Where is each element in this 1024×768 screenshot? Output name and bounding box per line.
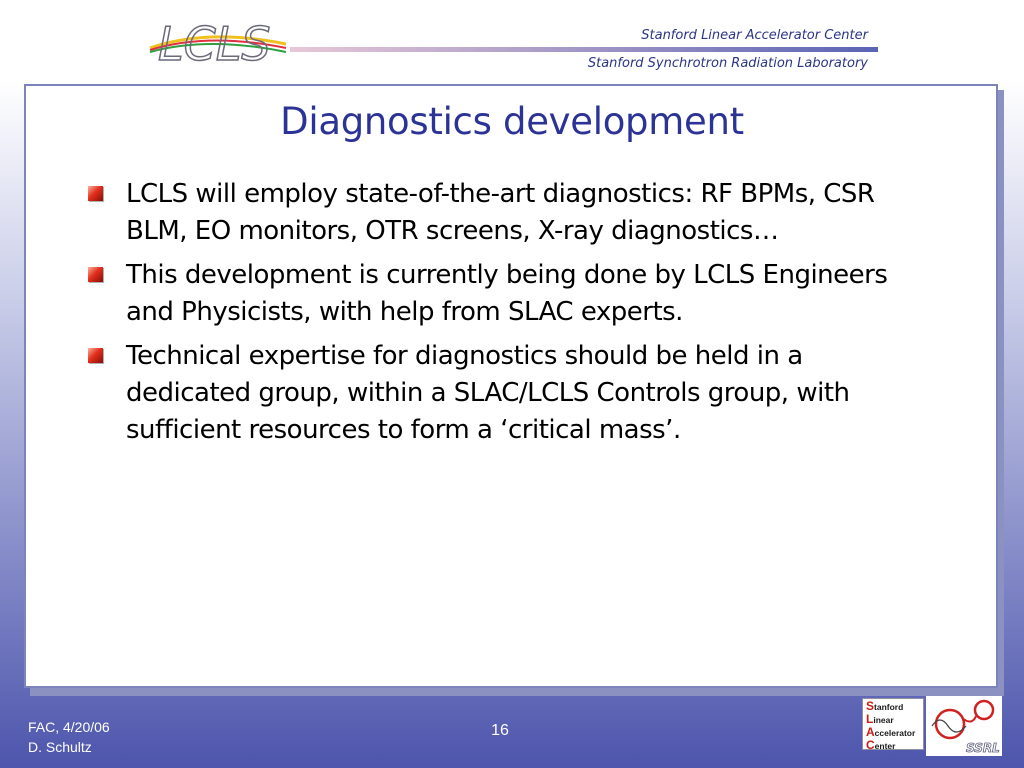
ssrl-logo <box>926 696 1002 756</box>
bullet-item <box>88 176 908 250</box>
slac-logo <box>862 698 924 750</box>
header-rule <box>290 47 878 52</box>
bullet-list <box>88 176 908 456</box>
bullet-text: Technical expertise for diagnostics should be held in a dedicated group, within a SLAC/LCLS Controls group, with sufficient resources to form a ‘critical mass’. <box>126 341 850 445</box>
slide-title: Diagnostics development <box>280 100 744 143</box>
bullet-item <box>88 338 908 449</box>
logo-text: LCLS <box>158 17 271 71</box>
slac-logo-line: Linear <box>866 712 894 726</box>
bullet-text: LCLS will employ state-of-the-art diagnostics: RF BPMs, CSR BLM, EO monitors, OTR screens, X-ray diagnostics… <box>126 179 875 246</box>
lcls-logo <box>148 10 288 72</box>
footer-date: FAC, 4/20/06 <box>28 719 110 735</box>
bullet-item <box>88 257 908 331</box>
page-number: 16 <box>491 722 509 739</box>
slide-header <box>0 0 1024 80</box>
slac-logo-line: Center <box>866 738 896 752</box>
square-bullet-icon <box>88 348 103 363</box>
org-line-2: Stanford Synchrotron Radiation Laboratory <box>587 56 868 71</box>
square-bullet-icon <box>88 267 103 282</box>
slac-logo-line: Stanford <box>866 699 904 713</box>
ssrl-text: SSRL <box>966 741 1000 755</box>
footer-author: D. Schultz <box>28 739 92 755</box>
bullet-text: This development is currently being done by LCLS Engineers and Physicists, with help from SLAC experts. <box>126 260 888 327</box>
slac-logo-line: Accelerator <box>866 725 916 739</box>
org-line-1: Stanford Linear Accelerator Center <box>641 28 868 43</box>
square-bullet-icon <box>88 186 103 201</box>
footer-info <box>28 717 110 757</box>
